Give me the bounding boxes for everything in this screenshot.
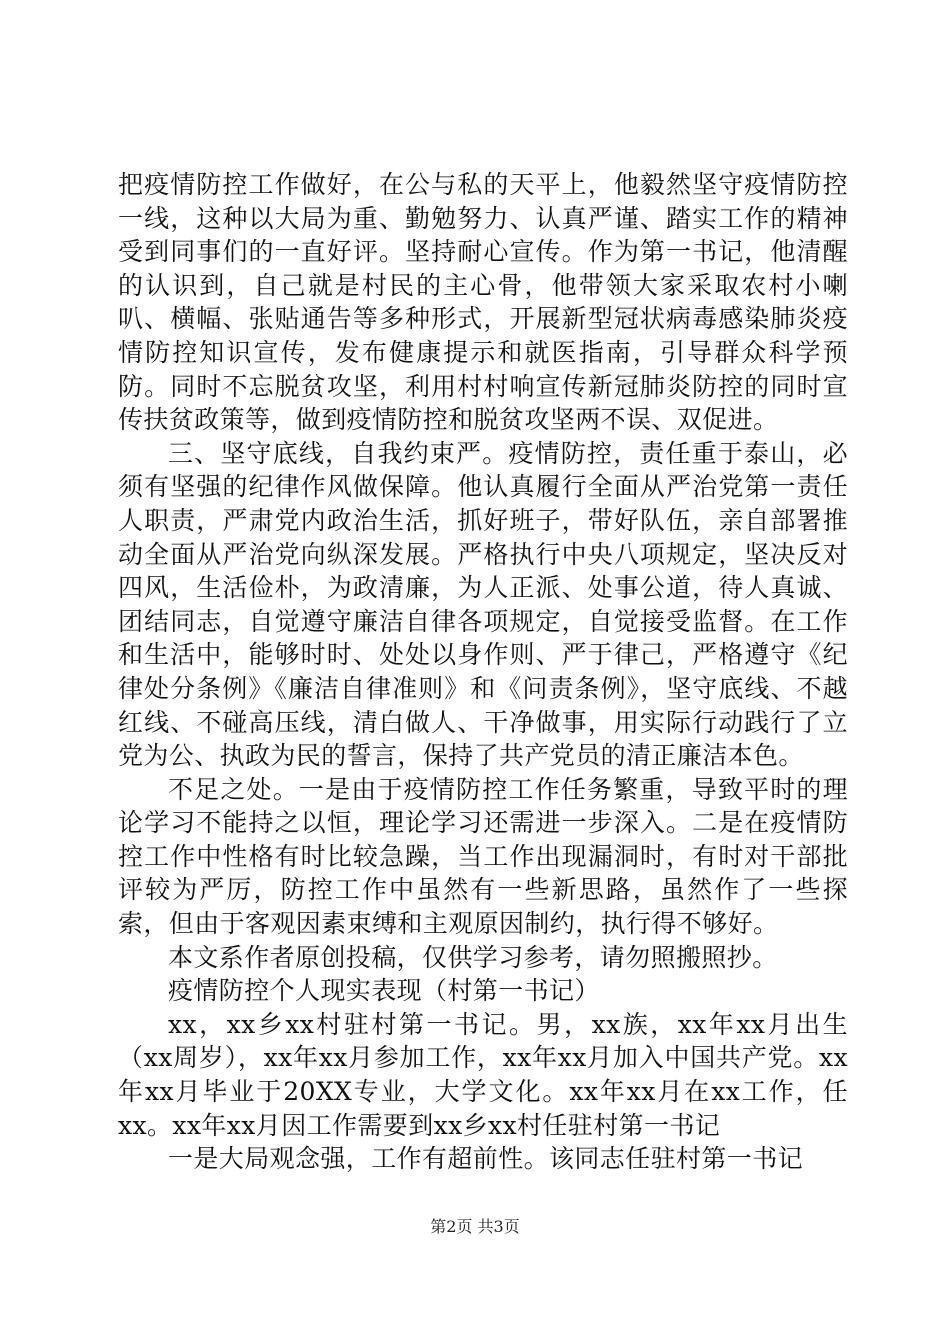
paragraph-shortcomings: 不足之处。一是由于疫情防控工作任务繁重，导致平时的理论学习不能持之以恒，理论学习还需进一步深入。二是在疫情防控工作中性格有时比较急躁，当工作出现漏洞时，有时对干部批评较为严厉，防控工作中虽然有一些新思路，虽然作了一些探索，但由于客观因素束缚和主观原因制约，执行得不够好。 [118, 774, 848, 939]
paragraph-profile: xx，xx乡xx村驻村第一书记。男，xx族，xx年xx月出生（xx周岁），xx年xx月参加工作，xx年xx月加入中国共产党。xx年xx月毕业于20XX专业，大学文化。xx年xx月在xx工作，任xx。xx年xx月因工作需要到xx乡xx村任驻村第一书记 [118, 1009, 848, 1140]
paragraph-continuation: 把疫情防控工作做好，在公与私的天平上，他毅然坚守疫情防控一线，这种以大局为重、勤勉努力、认真严谨、踏实工作的精神受到同事们的一直好评。坚持耐心宣传。作为第一书记，他清醒的认识到，自己就是村民的主心骨，他带领大家采取农村小喇叭、横幅、张贴通告等多种形式，开展新型冠状病毒感染肺炎疫情防控知识宣传，发布健康提示和就医指南，引导群众科学预防。同时不忘脱贫攻坚，利用村村响宣传新冠肺炎防控的同时宣传扶贫政策等，做到疫情防控和脱贫攻坚两不误、双促进。 [118, 170, 848, 435]
paragraph-point-one: 一是大局观念强，工作有超前性。该同志任驻村第一书记 [168, 1144, 804, 1174]
paragraph-heading: 疫情防控个人现实表现（村第一书记） [168, 976, 600, 1006]
paragraph-copyright-note: 本文系作者原创投稿，仅供学习参考，请勿照搬照抄。 [168, 942, 778, 972]
page-footer: 第2页 共3页 [430, 1217, 520, 1236]
paragraph-section-three: 三、坚守底线，自我约束严。疫情防控，责任重于泰山，必须有坚强的纪律作风做保障。他认真履行全面从严治党第一责任人职责，严肃党内政治生活，抓好班子，带好队伍，亲自部署推动全面从严治党向纵深发展。严格执行中央八项规定，坚决反对四风，生活俭朴，为政清廉，为人正派、处事公道，待人真诚、团结同志，自觉遵守廉洁自律各项规定，自觉接受监督。在工作和生活中，能够时时、处处以身作则、严于律己，严格遵守《纪律处分条例》《廉洁自律准则》和《问责条例》，坚守底线、不越红线、不碰高压线，清白做人、干净做事，用实际行动践行了立党为公、执政为民的誓言，保持了共产党员的清正廉洁本色。 [118, 438, 848, 771]
document-body [118, 168, 848, 1176]
